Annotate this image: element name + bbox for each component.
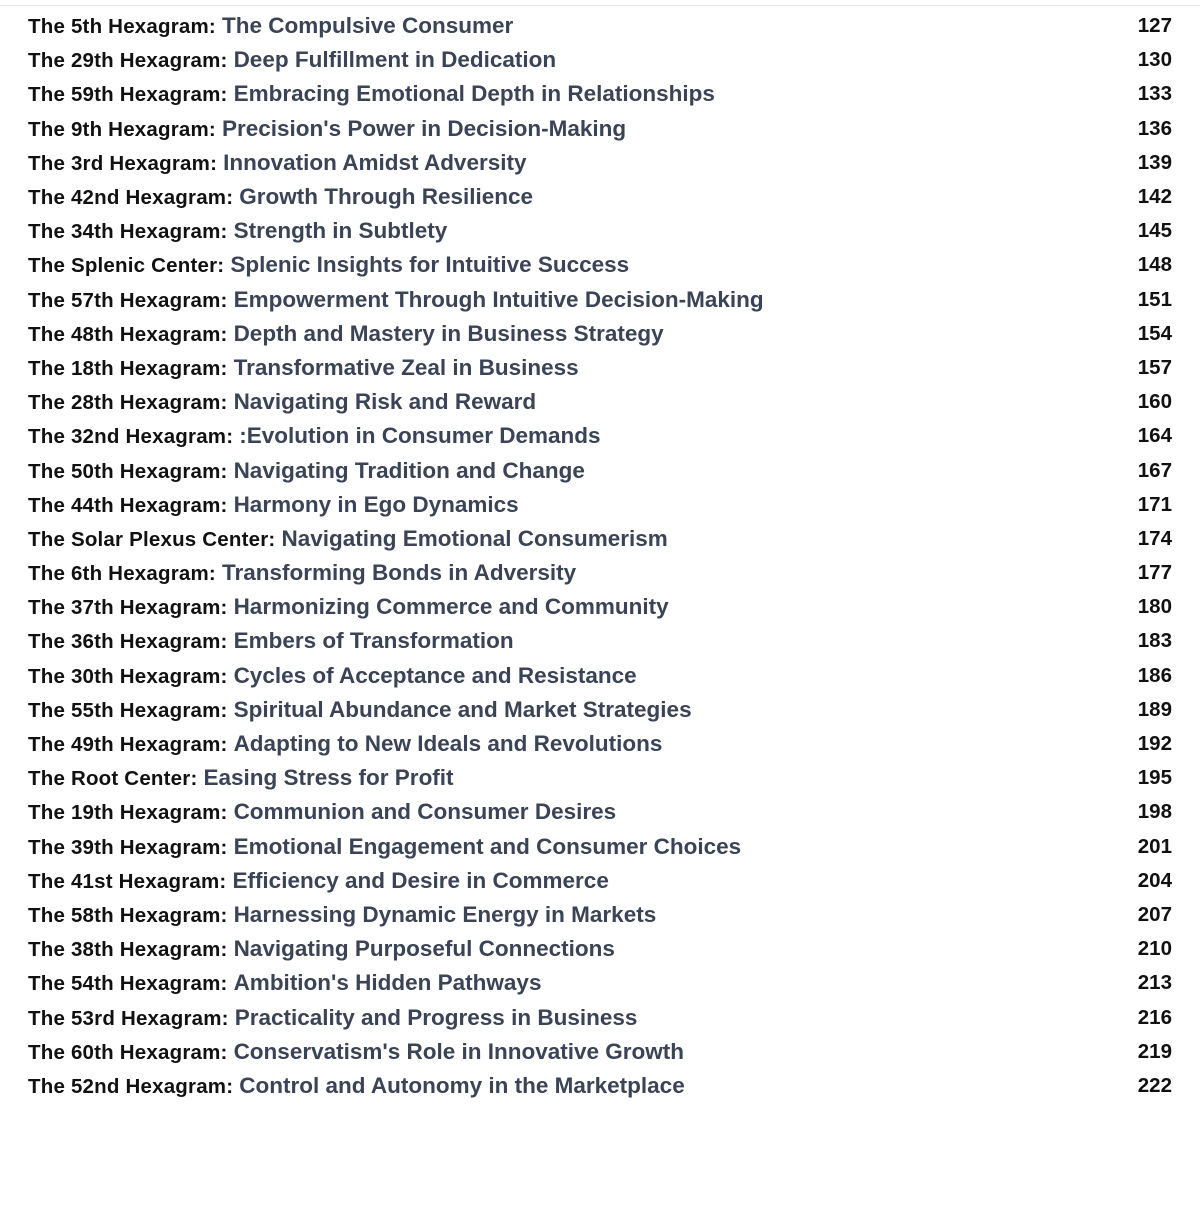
top-divider: [0, 5, 1200, 6]
toc-entry[interactable]: [28, 522, 1172, 556]
page-number: 157: [1137, 355, 1172, 379]
entry-title: Navigating Emotional Consumerism: [281, 525, 668, 551]
entry-title: Adapting to New Ideals and Revolutions: [233, 731, 663, 757]
entry-title: Harnessing Dynamic Energy in Markets: [233, 901, 657, 927]
entry-label: The 58th Hexagram:: [28, 903, 228, 927]
page-number: 136: [1137, 116, 1172, 140]
toc-entry[interactable]: [28, 556, 1172, 590]
toc-entry[interactable]: [28, 830, 1172, 864]
entry-title: Ambition's Hidden Pathways: [233, 970, 542, 996]
toc-entry[interactable]: [28, 317, 1172, 351]
page-number: 164: [1137, 424, 1172, 448]
entry-title: Harmonizing Commerce and Community: [233, 594, 669, 620]
entry-title: Empowerment Through Intuitive Decision-Making: [233, 286, 764, 312]
toc-entry[interactable]: [28, 693, 1172, 727]
entry-label: The 37th Hexagram:: [28, 596, 228, 620]
entry-title: Control and Autonomy in the Marketplace: [239, 1072, 685, 1098]
entry-label: The 42nd Hexagram:: [28, 186, 234, 210]
toc-entry[interactable]: [28, 488, 1172, 522]
entry-title: Cycles of Acceptance and Resistance: [233, 662, 637, 688]
toc-entry[interactable]: [28, 283, 1172, 317]
entry-title: Deep Fulfillment in Dedication: [233, 47, 557, 73]
entry-label: The 52nd Hexagram:: [28, 1074, 234, 1098]
toc-entry[interactable]: [28, 180, 1172, 214]
entry-label: The 3rd Hexagram:: [28, 151, 218, 175]
entry-title: :Evolution in Consumer Demands: [239, 423, 601, 449]
entry-title: Navigating Risk and Reward: [233, 389, 537, 415]
toc-entry[interactable]: [28, 146, 1172, 180]
entry-title: Practicality and Progress in Business: [234, 1004, 638, 1030]
entry-title: Navigating Purposeful Connections: [233, 936, 615, 962]
entry-label: The 49th Hexagram:: [28, 733, 228, 757]
page-number: 130: [1137, 48, 1172, 72]
entry-title: Easing Stress for Profit: [203, 765, 454, 791]
page-number: 180: [1137, 595, 1172, 619]
toc-entry[interactable]: [28, 351, 1172, 385]
page-number: 160: [1137, 390, 1172, 414]
page-number: 207: [1137, 902, 1172, 926]
entry-title: The Compulsive Consumer: [221, 13, 514, 39]
page-number: 145: [1137, 219, 1172, 243]
page-number: 174: [1137, 526, 1172, 550]
entry-label: The 34th Hexagram:: [28, 220, 228, 244]
entry-title: Transformative Zeal in Business: [233, 354, 579, 380]
entry-title: Efficiency and Desire in Commerce: [232, 867, 609, 893]
entry-title: Embracing Emotional Depth in Relationships: [233, 81, 715, 107]
toc-entry[interactable]: [28, 112, 1172, 146]
page-number: 133: [1137, 82, 1172, 106]
page-number: 183: [1137, 629, 1172, 653]
page-number: 204: [1137, 868, 1172, 892]
entry-title: Communion and Consumer Desires: [233, 799, 617, 825]
entry-label: The 48th Hexagram:: [28, 322, 228, 346]
entry-title: Transforming Bonds in Adversity: [221, 560, 577, 586]
entry-label: The Solar Plexus Center:: [28, 527, 276, 551]
page-number: 186: [1137, 663, 1172, 687]
entry-label: The 41st Hexagram:: [28, 869, 227, 893]
toc-entry[interactable]: [28, 9, 1172, 43]
toc-entry[interactable]: [28, 1035, 1172, 1069]
page-number: 127: [1137, 14, 1172, 38]
page-number: 148: [1137, 253, 1172, 277]
toc-entry[interactable]: [28, 1069, 1172, 1103]
page-number: 210: [1137, 937, 1172, 961]
entry-label: The 53rd Hexagram:: [28, 1006, 229, 1030]
page-number: 151: [1137, 287, 1172, 311]
entry-label: The 5th Hexagram:: [28, 15, 216, 39]
page-number: 154: [1137, 321, 1172, 345]
toc-entry[interactable]: [28, 761, 1172, 795]
page-number: 219: [1137, 1039, 1172, 1063]
toc-entry[interactable]: [28, 898, 1172, 932]
entry-title: Conservatism's Role in Innovative Growth: [233, 1038, 685, 1064]
toc-entry[interactable]: [28, 77, 1172, 111]
toc-entry[interactable]: [28, 966, 1172, 1000]
toc-entry[interactable]: [28, 795, 1172, 829]
entry-label: The 29th Hexagram:: [28, 49, 228, 73]
toc-entry[interactable]: [28, 1000, 1172, 1034]
entry-label: The 32nd Hexagram:: [28, 425, 234, 449]
toc-entry[interactable]: [28, 932, 1172, 966]
entry-label: The 18th Hexagram:: [28, 356, 228, 380]
page-number: 213: [1137, 971, 1172, 995]
toc-entry[interactable]: [28, 590, 1172, 624]
entry-label: The 54th Hexagram:: [28, 972, 228, 996]
entry-label: The 30th Hexagram:: [28, 664, 228, 688]
entry-label: The 36th Hexagram:: [28, 630, 228, 654]
entry-label: The 50th Hexagram:: [28, 459, 228, 483]
entry-label: The 39th Hexagram:: [28, 835, 228, 859]
toc-entry[interactable]: [28, 864, 1172, 898]
entry-title: Strength in Subtlety: [233, 218, 448, 244]
entry-title: Emotional Engagement and Consumer Choices: [233, 833, 742, 859]
entry-label: The 57th Hexagram:: [28, 288, 228, 312]
toc-entry[interactable]: [28, 419, 1172, 453]
page-number: 189: [1137, 697, 1172, 721]
page-number: 216: [1137, 1005, 1172, 1029]
page-number: 177: [1137, 561, 1172, 585]
entry-label: The 6th Hexagram:: [28, 562, 216, 586]
entry-label: The 60th Hexagram:: [28, 1040, 228, 1064]
entry-label: The Root Center:: [28, 767, 198, 791]
page-number: 198: [1137, 800, 1172, 824]
page-number: 171: [1137, 492, 1172, 516]
toc-entry[interactable]: [28, 43, 1172, 77]
toc-entry[interactable]: [28, 659, 1172, 693]
entry-label: The 55th Hexagram:: [28, 698, 228, 722]
toc-entry[interactable]: [28, 214, 1172, 248]
entry-title: Innovation Amidst Adversity: [223, 149, 527, 175]
page-number: 192: [1137, 732, 1172, 756]
entry-label: The 38th Hexagram:: [28, 938, 228, 962]
table-of-contents: [28, 9, 1172, 1103]
entry-title: Splenic Insights for Intuitive Success: [230, 252, 630, 278]
entry-title: Embers of Transformation: [233, 628, 514, 654]
entry-title: Growth Through Resilience: [239, 184, 534, 210]
entry-title: Navigating Tradition and Change: [233, 457, 585, 483]
page-number: 201: [1137, 834, 1172, 858]
entry-title: Depth and Mastery in Business Strategy: [233, 320, 664, 346]
toc-entry[interactable]: [28, 453, 1172, 487]
entry-label: The 59th Hexagram:: [28, 83, 228, 107]
toc-entry[interactable]: [28, 727, 1172, 761]
entry-title: Spiritual Abundance and Market Strategies: [233, 696, 692, 722]
entry-title: Harmony in Ego Dynamics: [233, 491, 519, 517]
page-number: 167: [1137, 458, 1172, 482]
page-number: 195: [1137, 766, 1172, 790]
entry-label: The 19th Hexagram:: [28, 801, 228, 825]
page-number: 139: [1137, 150, 1172, 174]
toc-entry[interactable]: [28, 248, 1172, 282]
toc-entry[interactable]: [28, 624, 1172, 658]
page-number: 222: [1137, 1073, 1172, 1097]
entry-title: Precision's Power in Decision-Making: [221, 115, 627, 141]
entry-label: The 28th Hexagram:: [28, 391, 228, 415]
toc-entry[interactable]: [28, 385, 1172, 419]
entry-label: The 9th Hexagram:: [28, 117, 216, 141]
entry-label: The 44th Hexagram:: [28, 493, 228, 517]
entry-label: The Splenic Center:: [28, 254, 225, 278]
page-number: 142: [1137, 185, 1172, 209]
